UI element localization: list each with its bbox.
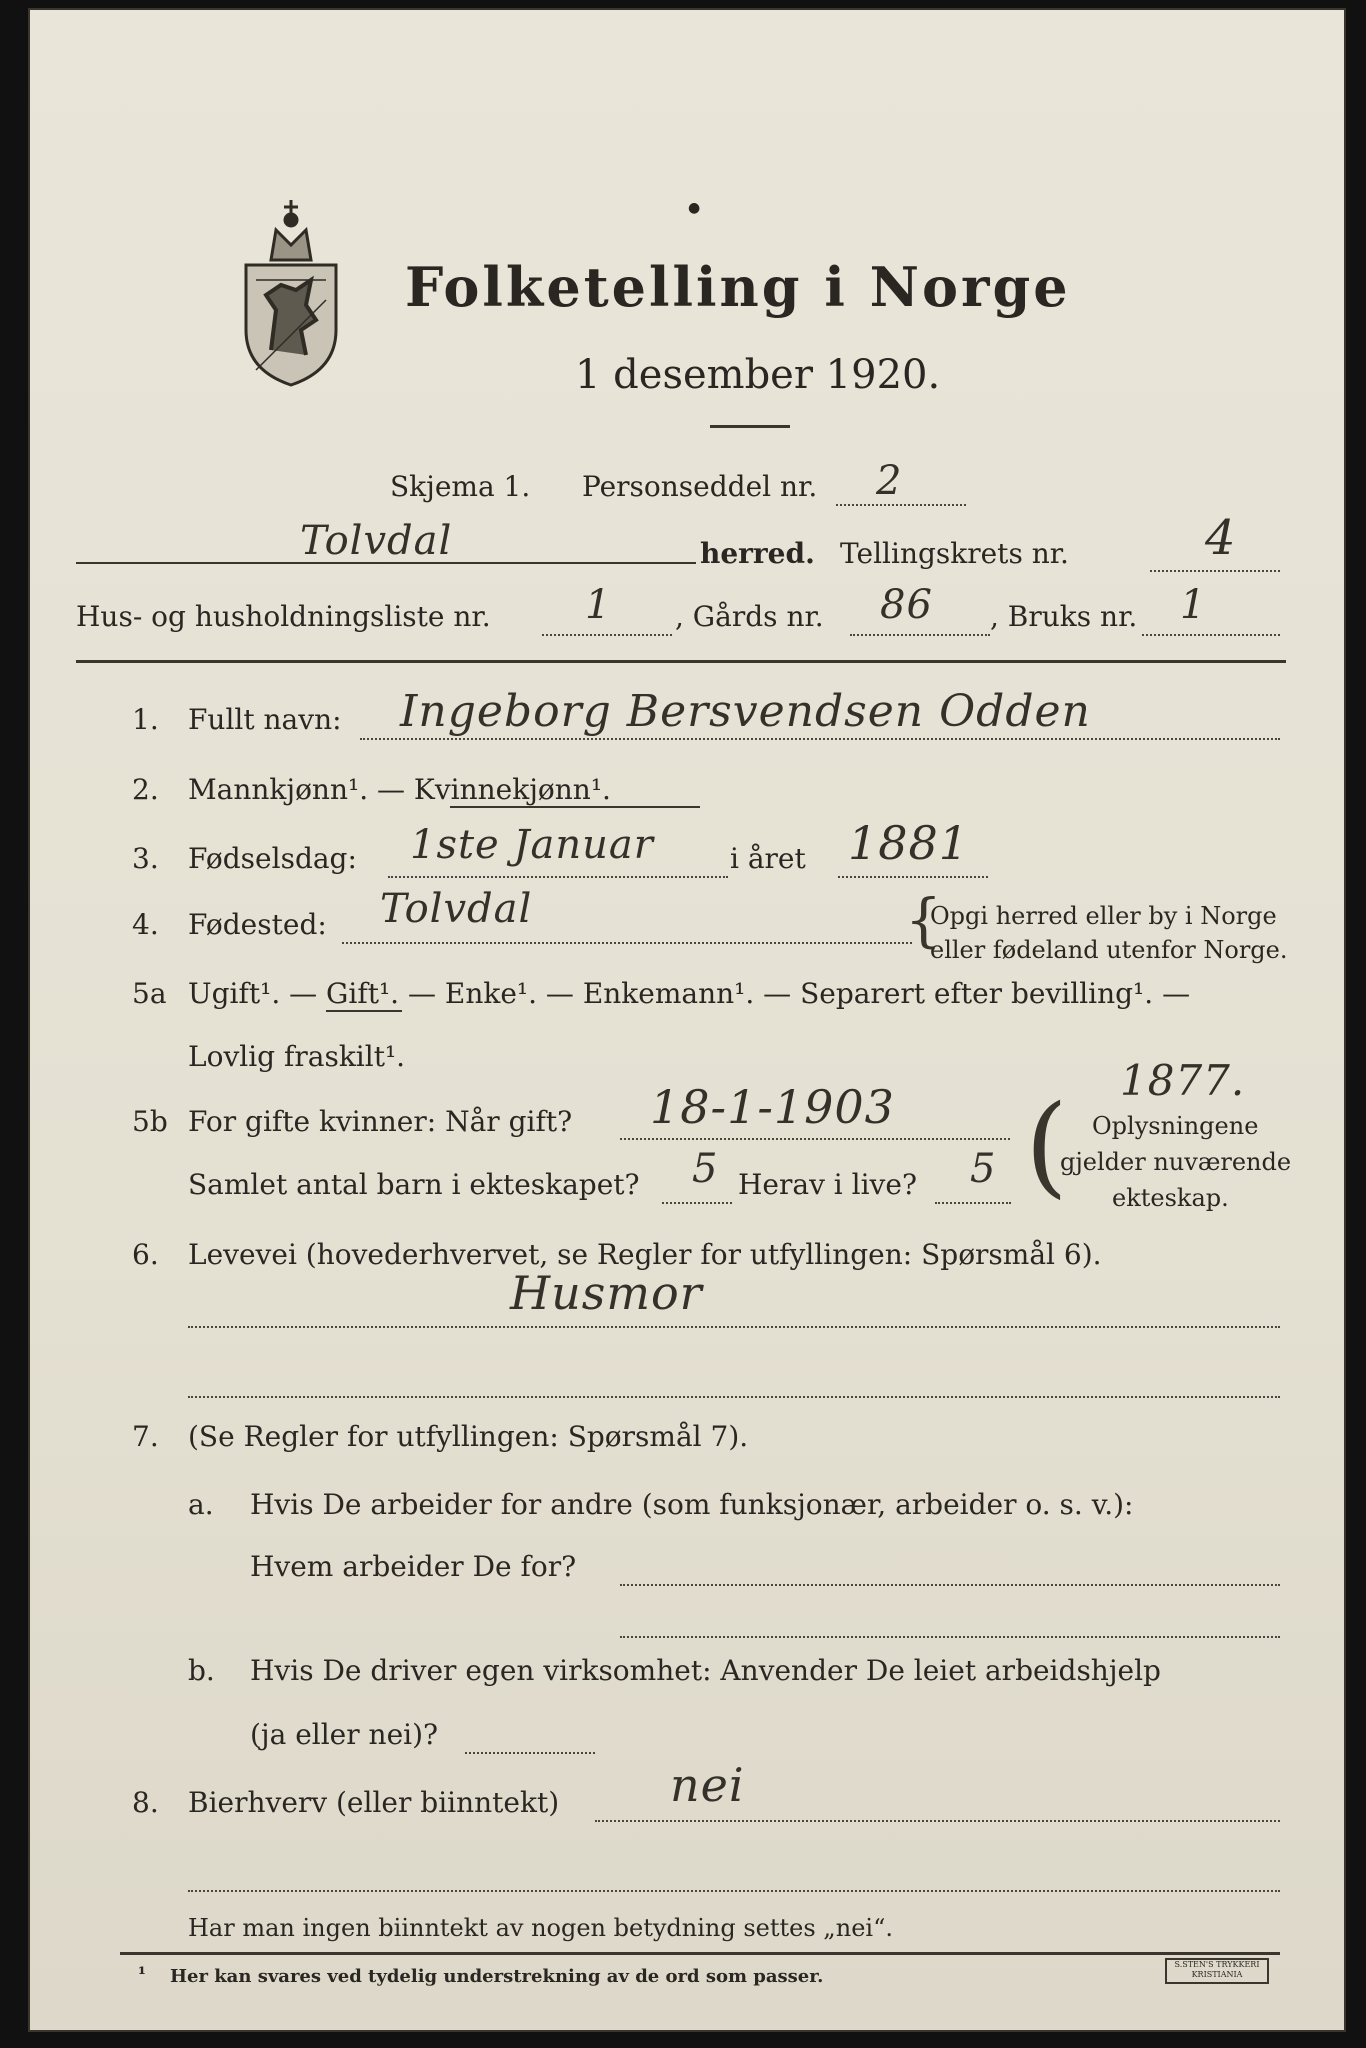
section-divider <box>76 660 1286 663</box>
census-form-page <box>28 8 1346 2032</box>
q6-number: 6. <box>132 1238 159 1271</box>
bruks-value[interactable]: 1 <box>1180 582 1207 628</box>
herred-value[interactable]: Tolvdal <box>300 518 453 564</box>
q7a-letter: a. <box>188 1488 214 1521</box>
coat-of-arms-icon <box>236 190 346 390</box>
occupation-value[interactable]: Husmor <box>510 1266 703 1320</box>
brace-large: ( <box>1025 1081 1068 1209</box>
form-title: Folketelling i Norge <box>405 255 1071 319</box>
birthday-value[interactable]: 1ste Januar <box>410 822 654 868</box>
q7-number: 7. <box>132 1420 159 1453</box>
gards-value[interactable]: 86 <box>880 582 933 628</box>
dot-mark: ● <box>688 200 701 216</box>
q5a-line-1: Ugift¹. — Gift¹. — Enke¹. — Enkemann¹. — Separert efter bevilling¹. — <box>188 977 1191 1010</box>
q5a-line-2: Lovlig fraskilt¹. <box>188 1040 406 1073</box>
q5a-number: 5a <box>132 977 167 1010</box>
full-name-value[interactable]: Ingeborg Bersvendsen Odden <box>400 686 1091 737</box>
employer-field[interactable] <box>620 1584 1280 1586</box>
q2-number: 2. <box>132 773 159 806</box>
q5b-label: For gifte kvinner: Når gift? <box>188 1105 573 1138</box>
q7b-line-2: (ja eller nei)? <box>250 1718 439 1751</box>
skjema-label: Skjema 1. <box>390 470 531 503</box>
herred-label: herred. <box>700 537 815 570</box>
kvinnekjonn-underline <box>450 806 700 808</box>
q7-label: (Se Regler for utfyllingen: Spørsmål 7). <box>188 1420 749 1453</box>
q1-number: 1. <box>132 703 159 736</box>
q4-number: 4. <box>132 908 159 941</box>
footnote-mark: ¹ <box>138 1964 146 1985</box>
alive-value[interactable]: 5 <box>970 1146 997 1192</box>
personseddel-value[interactable]: 2 <box>876 458 903 504</box>
marriage-date-value[interactable]: 18-1-1903 <box>650 1080 895 1134</box>
brace: { <box>905 886 942 954</box>
gift-underline <box>326 1010 402 1012</box>
gards-label: , Gårds nr. <box>675 600 824 633</box>
q4-note-1: Opgi herred eller by i Norge <box>930 902 1277 930</box>
q4-label: Fødested: <box>188 908 327 941</box>
children-value[interactable]: 5 <box>692 1146 719 1192</box>
q5b-note-2: gjelder nuværende <box>1060 1148 1292 1176</box>
hus-label: Hus- og husholdningsliste nr. <box>76 600 491 633</box>
q5b-note-1: Oplysningene <box>1092 1112 1259 1140</box>
title-divider <box>710 425 790 428</box>
hired-help-field[interactable] <box>465 1752 595 1754</box>
q5b-note-3: ekteskap. <box>1112 1184 1229 1212</box>
q6-label: Levevei (hovederhvervet, se Regler for utfyllingen: Spørsmål 6). <box>188 1238 1102 1271</box>
footnote-text: Her kan svares ved tydelig understrekning av de ord som passer. <box>170 1966 824 1987</box>
margin-note: 1877. <box>1120 1056 1246 1105</box>
printer-stamp: S.STEN'S TRYKKERI KRISTIANIA <box>1165 1958 1269 1984</box>
year-label: i året <box>730 842 806 875</box>
q7b-letter: b. <box>188 1654 215 1687</box>
footer-note: Har man ingen biinntekt av nogen betydning settes „nei“. <box>188 1914 893 1942</box>
q8-number: 8. <box>132 1786 159 1819</box>
q1-label: Fullt navn: <box>188 703 342 736</box>
q3-label: Fødselsdag: <box>188 842 357 875</box>
q8-label: Bierhverv (eller biinntekt) <box>188 1786 560 1819</box>
children-label: Samlet antal barn i ekteskapet? <box>188 1168 640 1201</box>
q7b-line-1: Hvis De driver egen virksomhet: Anvender De leiet arbeidshjelp <box>250 1654 1161 1687</box>
q5b-number: 5b <box>132 1105 168 1138</box>
q2-label: Mannkjønn¹. — Kvinnekjønn¹. <box>188 773 611 806</box>
personseddel-label: Personseddel nr. <box>582 470 818 503</box>
alive-label: Herav i live? <box>738 1168 917 1201</box>
birth-year-value[interactable]: 1881 <box>848 816 970 870</box>
bruks-label: , Bruks nr. <box>990 600 1138 633</box>
q7a-line-1: Hvis De arbeider for andre (som funksjonær, arbeider o. s. v.): <box>250 1488 1134 1521</box>
form-date: 1 desember 1920. <box>575 352 941 398</box>
q3-number: 3. <box>132 842 159 875</box>
q4-note-2: eller fødeland utenfor Norge. <box>930 936 1288 964</box>
side-income-value[interactable]: nei <box>670 1758 745 1812</box>
q7a-line-2: Hvem arbeider De for? <box>250 1550 577 1583</box>
birthplace-value[interactable]: Tolvdal <box>380 886 533 932</box>
hus-value[interactable]: 1 <box>585 582 612 628</box>
tellingskrets-value[interactable]: 4 <box>1205 510 1237 566</box>
tellingskrets-label: Tellingskrets nr. <box>840 537 1069 570</box>
